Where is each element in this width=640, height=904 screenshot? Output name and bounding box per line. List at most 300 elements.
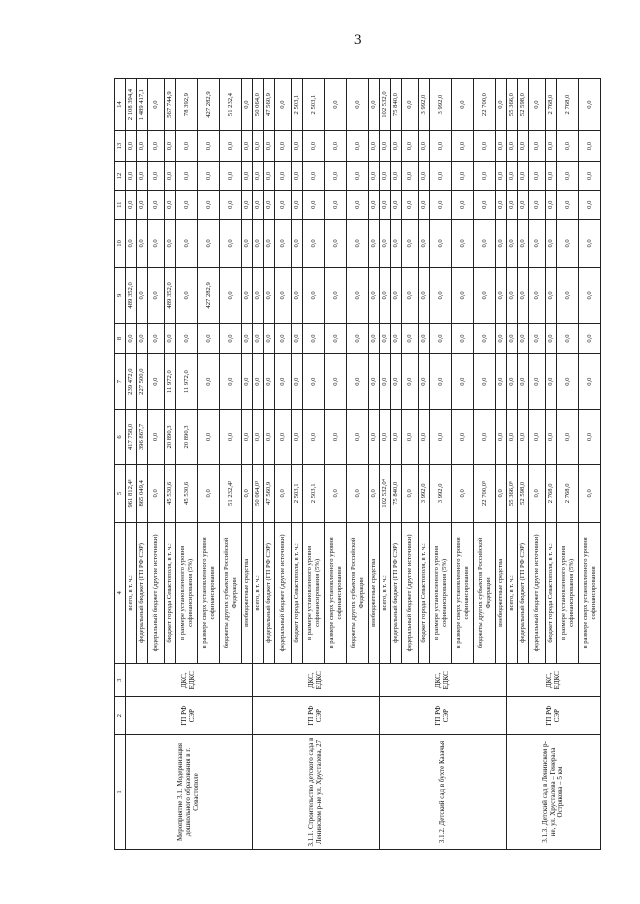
budget-table — [114, 78, 601, 850]
measure-name-cell: 3.1.1. Строительство детского сада в Ленинском р-не ул. Хрусталева, 27 — [253, 734, 380, 849]
value-cell: 0,0 — [325, 190, 347, 219]
value-cell: 0,0 — [137, 190, 148, 219]
value-cell: 0,0 — [452, 465, 474, 523]
value-cell: 47 560,9 — [264, 465, 275, 523]
value-cell: 0,0 — [148, 190, 165, 219]
value-cell: 0,0 — [507, 219, 518, 268]
executor-cell: ДКС, ЕДКС — [380, 664, 507, 697]
value-cell: 0,0 — [292, 409, 303, 464]
value-cell: 0,0 — [507, 409, 518, 464]
funding-source-cell: в размере сверх установленного уровня софинансирования — [452, 522, 474, 664]
value-cell: 0,0 — [275, 131, 292, 162]
value-cell: 0,0 — [264, 409, 275, 464]
value-cell: 0,0 — [557, 190, 579, 219]
program-cell: ГП РФ СЭР — [253, 697, 380, 735]
value-cell: 0,0 — [546, 162, 557, 191]
value-cell: 0,0 — [137, 162, 148, 191]
value-cell: 0,0 — [242, 268, 253, 323]
value-cell: 0,0 — [474, 409, 496, 464]
value-cell: 0,0 — [325, 268, 347, 323]
value-cell: 0,0 — [579, 465, 601, 523]
program-cell: ГП РФ СЭР — [507, 697, 601, 735]
value-cell: 0,0 — [496, 465, 507, 523]
value-cell: 0,0 — [347, 465, 369, 523]
funding-source-cell: в размере сверх установленного уровня софинансирования — [325, 522, 347, 664]
value-cell: 961 812,4¹ — [126, 465, 137, 523]
rotated-table-frame — [114, 78, 618, 850]
value-cell: 0,0 — [496, 190, 507, 219]
value-cell: 0,0 — [325, 79, 347, 131]
value-cell: 0,0 — [137, 323, 148, 354]
value-cell: 0,0 — [452, 162, 474, 191]
funding-source-cell: в размере сверх установленного уровня софинансирования — [198, 522, 220, 664]
value-cell: 3 992,0 — [419, 465, 430, 523]
value-cell: 0,0 — [391, 354, 402, 409]
value-cell: 0,0 — [380, 219, 391, 268]
funding-source-cell: федеральный бюджет (ГП РФ СЭР) — [137, 522, 148, 664]
value-cell: 0,0 — [518, 219, 529, 268]
value-cell: 0,0 — [347, 409, 369, 464]
value-cell: 0,0 — [380, 323, 391, 354]
funding-source-cell: бюджет города Севастополя, в т. ч.: — [165, 522, 176, 664]
value-cell: 0,0 — [325, 162, 347, 191]
value-cell: 0,0 — [253, 190, 264, 219]
value-cell: 0,0 — [253, 162, 264, 191]
value-cell: 78 392,9 — [176, 79, 198, 131]
value-cell: 0,0 — [419, 323, 430, 354]
value-cell: 75 840,0 — [391, 79, 402, 131]
value-cell: 0,0 — [579, 323, 601, 354]
value-cell: 0,0 — [419, 131, 430, 162]
value-cell: 0,0 — [430, 409, 452, 464]
value-cell: 0,0 — [176, 162, 198, 191]
value-cell: 0,0 — [198, 190, 220, 219]
value-cell: 239 472,0 — [126, 354, 137, 409]
value-cell: 0,0 — [579, 219, 601, 268]
value-cell: 0,0 — [275, 79, 292, 131]
value-cell: 0,0 — [529, 323, 546, 354]
value-cell: 45 530,6 — [165, 465, 176, 523]
value-cell: 0,0 — [275, 465, 292, 523]
value-cell: 0,0 — [264, 354, 275, 409]
value-cell: 0,0 — [148, 79, 165, 131]
value-cell: 0,0 — [557, 131, 579, 162]
funding-source-cell: федеральный бюджет (ГП РФ СЭР) — [518, 522, 529, 664]
value-cell: 0,0 — [430, 219, 452, 268]
value-cell: 0,0 — [380, 162, 391, 191]
value-cell: 0,0 — [452, 409, 474, 464]
value-cell: 0,0 — [557, 268, 579, 323]
value-cell: 0,0 — [292, 162, 303, 191]
value-cell: 0,0 — [419, 190, 430, 219]
value-cell: 0,0 — [518, 162, 529, 191]
value-cell: 0,0 — [430, 268, 452, 323]
value-cell: 0,0 — [198, 323, 220, 354]
value-cell: 0,0 — [402, 219, 419, 268]
value-cell: 2 768,0 — [546, 79, 557, 131]
value-cell: 0,0 — [347, 323, 369, 354]
value-cell: 0,0 — [452, 268, 474, 323]
executor-cell: ДКС, ЕДКС — [126, 664, 253, 697]
value-cell: 0,0 — [126, 219, 137, 268]
value-cell: 0,0 — [419, 162, 430, 191]
value-cell: 0,0 — [198, 354, 220, 409]
value-cell: 0,0 — [148, 219, 165, 268]
value-cell: 0,0 — [292, 190, 303, 219]
funding-source-cell: бюджеты других субъектов Российской Федерации — [220, 522, 242, 664]
value-cell: 0,0 — [148, 465, 165, 523]
value-cell: 102 532,0 — [380, 79, 391, 131]
value-cell: 0,0 — [165, 131, 176, 162]
value-cell: 0,0 — [507, 354, 518, 409]
value-cell: 0,0 — [507, 323, 518, 354]
value-cell: 22 700,0⁵ — [474, 465, 496, 523]
value-cell: 0,0 — [391, 190, 402, 219]
table-row — [253, 79, 264, 850]
value-cell: 51 232,4² — [220, 465, 242, 523]
value-cell: 0,0 — [474, 131, 496, 162]
value-cell: 0,0 — [507, 131, 518, 162]
value-cell: 0,0 — [264, 162, 275, 191]
table-container — [114, 78, 618, 850]
value-cell: 0,0 — [380, 131, 391, 162]
funding-source-cell: федеральный бюджет (другие источники) — [402, 522, 419, 664]
funding-source-cell: всего, в т. ч.: — [126, 522, 137, 664]
value-cell: 0,0 — [220, 323, 242, 354]
value-cell: 0,0 — [518, 190, 529, 219]
value-cell: 0,0 — [176, 268, 198, 323]
value-cell: 0,0 — [369, 465, 380, 523]
value-cell: 0,0 — [275, 190, 292, 219]
value-cell: 489 352,0 — [165, 268, 176, 323]
funding-source-cell: федеральный бюджет (другие источники) — [148, 522, 165, 664]
program-cell: ГП РФ СЭР — [380, 697, 507, 735]
value-cell: 0,0 — [303, 162, 325, 191]
value-cell: 0,0 — [529, 354, 546, 409]
value-cell: 0,0 — [579, 409, 601, 464]
value-cell: 0,0 — [165, 219, 176, 268]
value-cell: 0,0 — [402, 465, 419, 523]
value-cell: 0,0 — [579, 190, 601, 219]
value-cell: 3 992,0 — [419, 79, 430, 131]
value-cell: 0,0 — [242, 323, 253, 354]
funding-source-cell: внебюджетные средства — [496, 522, 507, 664]
funding-source-cell: в размере установленного уровня софинансирования (5%) — [303, 522, 325, 664]
value-cell: 0,0 — [430, 190, 452, 219]
table-header — [115, 79, 126, 850]
value-cell: 0,0 — [369, 323, 380, 354]
value-cell: 0,0 — [391, 268, 402, 323]
value-cell: 0,0 — [264, 219, 275, 268]
funding-source-cell: в размере сверх установленного уровня софинансирования — [579, 522, 601, 664]
value-cell: 0,0 — [347, 268, 369, 323]
value-cell: 1 489 417,1 — [137, 79, 148, 131]
value-cell: 0,0 — [402, 190, 419, 219]
value-cell: 0,0 — [380, 268, 391, 323]
table-row — [507, 79, 518, 850]
value-cell: 0,0 — [546, 190, 557, 219]
column-header: 5 — [115, 465, 126, 523]
value-cell: 102 532,0⁴ — [380, 465, 391, 523]
value-cell: 0,0 — [496, 409, 507, 464]
value-cell: 0,0 — [579, 354, 601, 409]
value-cell: 0,0 — [253, 131, 264, 162]
value-cell: 0,0 — [325, 323, 347, 354]
funding-source-cell: бюджеты других субъектов Российской Федерации — [347, 522, 369, 664]
value-cell: 3 992,0 — [430, 79, 452, 131]
value-cell: 0,0 — [430, 323, 452, 354]
value-cell: 45 530,6 — [176, 465, 198, 523]
value-cell: 0,0 — [529, 190, 546, 219]
value-cell: 0,0 — [391, 131, 402, 162]
value-cell: 0,0 — [264, 131, 275, 162]
column-header: 10 — [115, 219, 126, 268]
value-cell: 0,0 — [264, 323, 275, 354]
value-cell: 0,0 — [430, 131, 452, 162]
value-cell: 51 232,4 — [220, 79, 242, 131]
column-header: 1 — [115, 734, 126, 849]
value-cell: 0,0 — [325, 219, 347, 268]
value-cell: 0,0 — [292, 219, 303, 268]
value-cell: 0,0 — [165, 190, 176, 219]
value-cell: 0,0 — [347, 190, 369, 219]
value-cell: 0,0 — [292, 268, 303, 323]
value-cell: 75 840,0 — [391, 465, 402, 523]
value-cell: 0,0 — [148, 409, 165, 464]
value-cell: 0,0 — [347, 131, 369, 162]
value-cell: 0,0 — [220, 354, 242, 409]
value-cell: 0,0 — [292, 323, 303, 354]
executor-cell: ДКС, ЕДКС — [253, 664, 380, 697]
value-cell: 427 282,9 — [198, 268, 220, 323]
measure-name-cell: 3.1.2. Детский сад в бухте Казачья — [380, 734, 507, 849]
value-cell: 0,0 — [452, 354, 474, 409]
value-cell: 0,0 — [369, 409, 380, 464]
value-cell: 427 282,9 — [198, 79, 220, 131]
value-cell: 0,0 — [198, 162, 220, 191]
value-cell: 865 049,4 — [137, 465, 148, 523]
value-cell: 0,0 — [579, 131, 601, 162]
funding-source-cell: всего, в т. ч.: — [253, 522, 264, 664]
value-cell: 0,0 — [391, 219, 402, 268]
value-cell: 0,0 — [325, 465, 347, 523]
value-cell: 0,0 — [474, 268, 496, 323]
funding-source-cell: федеральный бюджет (ГП РФ СЭР) — [264, 522, 275, 664]
value-cell: 0,0 — [557, 409, 579, 464]
value-cell: 0,0 — [176, 131, 198, 162]
value-cell: 0,0 — [546, 268, 557, 323]
column-header: 4 — [115, 522, 126, 664]
value-cell: 0,0 — [303, 190, 325, 219]
value-cell: 0,0 — [148, 354, 165, 409]
value-cell: 0,0 — [198, 131, 220, 162]
value-cell: 0,0 — [518, 354, 529, 409]
table-row — [380, 79, 391, 850]
value-cell: 0,0 — [402, 354, 419, 409]
value-cell: 0,0 — [546, 354, 557, 409]
value-cell: 0,0 — [126, 162, 137, 191]
value-cell: 567 744,9 — [165, 79, 176, 131]
value-cell: 0,0 — [369, 268, 380, 323]
value-cell: 0,0 — [148, 268, 165, 323]
value-cell: 0,0 — [496, 131, 507, 162]
value-cell: 2 503,1 — [292, 79, 303, 131]
value-cell: 0,0 — [579, 79, 601, 131]
value-cell: 0,0 — [452, 323, 474, 354]
value-cell: 0,0 — [176, 219, 198, 268]
value-cell: 0,0 — [275, 354, 292, 409]
value-cell: 0,0 — [275, 409, 292, 464]
value-cell: 0,0 — [452, 131, 474, 162]
value-cell: 3 992,0 — [430, 465, 452, 523]
value-cell: 0,0 — [325, 354, 347, 409]
value-cell: 0,0 — [264, 190, 275, 219]
value-cell: 0,0 — [474, 162, 496, 191]
value-cell: 0,0 — [325, 409, 347, 464]
value-cell: 0,0 — [165, 162, 176, 191]
value-cell: 0,0 — [507, 190, 518, 219]
value-cell: 0,0 — [275, 323, 292, 354]
column-header: 3 — [115, 664, 126, 697]
value-cell: 47 560,9 — [264, 79, 275, 131]
value-cell: 0,0 — [253, 354, 264, 409]
funding-source-cell: всего, в т. ч.: — [507, 522, 518, 664]
value-cell: 0,0 — [325, 131, 347, 162]
value-cell: 0,0 — [242, 409, 253, 464]
value-cell: 0,0 — [253, 323, 264, 354]
value-cell: 0,0 — [518, 268, 529, 323]
column-header: 11 — [115, 190, 126, 219]
value-cell: 0,0 — [546, 131, 557, 162]
value-cell: 0,0 — [496, 323, 507, 354]
value-cell: 0,0 — [369, 162, 380, 191]
value-cell: 0,0 — [347, 162, 369, 191]
value-cell: 52 598,0 — [518, 465, 529, 523]
page-number: 3 — [354, 32, 362, 48]
value-cell: 52 598,0 — [518, 79, 529, 131]
funding-source-cell: внебюджетные средства — [242, 522, 253, 664]
value-cell: 0,0 — [557, 162, 579, 191]
value-cell: 55 366,0⁶ — [507, 465, 518, 523]
value-cell: 0,0 — [242, 465, 253, 523]
value-cell: 11 972,0 — [165, 354, 176, 409]
value-cell: 0,0 — [529, 268, 546, 323]
value-cell: 0,0 — [347, 219, 369, 268]
value-cell: 0,0 — [303, 323, 325, 354]
value-cell: 0,0 — [126, 190, 137, 219]
funding-source-cell: федеральный бюджет (другие источники) — [529, 522, 546, 664]
value-cell: 0,0 — [137, 219, 148, 268]
value-cell: 0,0 — [452, 79, 474, 131]
value-cell: 0,0 — [507, 162, 518, 191]
value-cell: 0,0 — [242, 190, 253, 219]
column-header: 6 — [115, 409, 126, 464]
program-cell: ГП РФ СЭР — [126, 697, 253, 735]
value-cell: 2 108 394,4 — [126, 79, 137, 131]
value-cell: 0,0 — [126, 323, 137, 354]
value-cell: 0,0 — [430, 162, 452, 191]
value-cell: 0,0 — [253, 268, 264, 323]
value-cell: 0,0 — [402, 162, 419, 191]
value-cell: 0,0 — [529, 465, 546, 523]
value-cell: 0,0 — [165, 323, 176, 354]
measure-name-cell: 3.1.3. Детский сад в Ленинском р-не, ул. Хрусталева – Генерала Острякова – 5 км — [507, 734, 601, 849]
value-cell: 0,0 — [402, 268, 419, 323]
value-cell: 0,0 — [275, 219, 292, 268]
funding-source-cell: в размере установленного уровня софинансирования (5%) — [557, 522, 579, 664]
value-cell: 0,0 — [242, 131, 253, 162]
column-header: 13 — [115, 131, 126, 162]
column-header: 9 — [115, 268, 126, 323]
value-cell: 0,0 — [529, 162, 546, 191]
value-cell: 0,0 — [546, 323, 557, 354]
column-header: 12 — [115, 162, 126, 191]
funding-source-cell: бюджет города Севастополя, в т. ч.: — [419, 522, 430, 664]
value-cell: 0,0 — [220, 268, 242, 323]
value-cell: 0,0 — [242, 162, 253, 191]
value-cell: 0,0 — [264, 268, 275, 323]
value-cell: 0,0 — [402, 131, 419, 162]
funding-source-cell: бюджет города Севастополя, в т. ч.: — [292, 522, 303, 664]
measure-name-cell: Мероприятие 3.1. Модернизация дошкольного образования в г. Севастополе — [126, 734, 253, 849]
value-cell: 0,0 — [369, 354, 380, 409]
value-cell: 0,0 — [303, 409, 325, 464]
value-cell: 0,0 — [347, 79, 369, 131]
value-cell: 50 064,0 — [253, 79, 264, 131]
value-cell: 20 890,3 — [176, 409, 198, 464]
value-cell: 0,0 — [380, 354, 391, 409]
value-cell: 0,0 — [419, 354, 430, 409]
value-cell: 50 064,0³ — [253, 465, 264, 523]
value-cell: 0,0 — [148, 162, 165, 191]
value-cell: 0,0 — [369, 219, 380, 268]
value-cell: 20 890,3 — [165, 409, 176, 464]
value-cell: 0,0 — [369, 190, 380, 219]
funding-source-cell: в размере установленного уровня софинансирования (5%) — [430, 522, 452, 664]
value-cell: 0,0 — [452, 190, 474, 219]
value-cell: 0,0 — [518, 323, 529, 354]
value-cell: 0,0 — [507, 268, 518, 323]
value-cell: 0,0 — [496, 162, 507, 191]
value-cell: 0,0 — [198, 465, 220, 523]
value-cell: 0,0 — [303, 354, 325, 409]
value-cell: 0,0 — [529, 219, 546, 268]
value-cell: 2 768,0 — [557, 465, 579, 523]
value-cell: 0,0 — [303, 131, 325, 162]
value-cell: 0,0 — [402, 323, 419, 354]
value-cell: 0,0 — [220, 190, 242, 219]
value-cell: 0,0 — [579, 268, 601, 323]
funding-source-cell: в размере установленного уровня софинансирования (5%) — [176, 522, 198, 664]
value-cell: 0,0 — [369, 79, 380, 131]
value-cell: 0,0 — [529, 79, 546, 131]
value-cell: 227 500,0 — [137, 354, 148, 409]
value-cell: 0,0 — [430, 354, 452, 409]
value-cell: 0,0 — [474, 354, 496, 409]
value-cell: 0,0 — [220, 162, 242, 191]
value-cell: 0,0 — [148, 131, 165, 162]
value-cell: 0,0 — [474, 190, 496, 219]
value-cell: 0,0 — [380, 409, 391, 464]
value-cell: 0,0 — [529, 409, 546, 464]
value-cell: 0,0 — [303, 268, 325, 323]
value-cell: 2 503,1 — [292, 465, 303, 523]
value-cell: 0,0 — [148, 323, 165, 354]
value-cell: 22 700,0 — [474, 79, 496, 131]
value-cell: 0,0 — [220, 131, 242, 162]
value-cell: 0,0 — [275, 162, 292, 191]
value-cell: 0,0 — [518, 131, 529, 162]
